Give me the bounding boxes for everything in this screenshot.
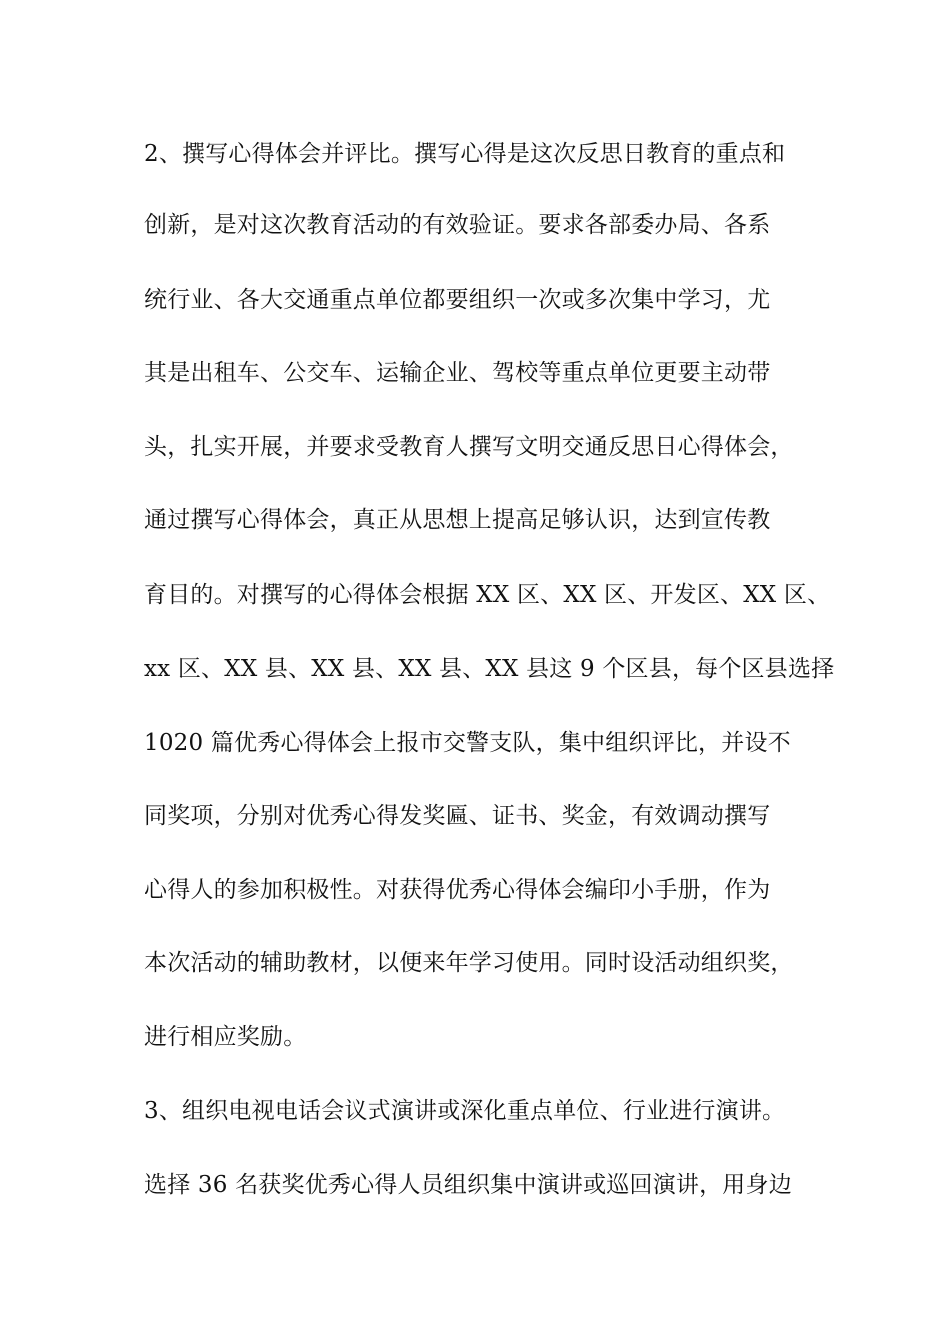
text-line: 选择 36 名获奖优秀心得人员组织集中演讲或巡回演讲，用身边: [144, 1172, 792, 1198]
text-line: 其是出租车、公交车、运输企业、驾校等重点单位更要主动带: [144, 360, 771, 386]
text-line: 育目的。对撰写的心得体会根据 XX 区、XX 区、开发区、XX 区、: [144, 582, 831, 608]
text-line: 创新，是对这次教育活动的有效验证。要求各部委办局、各系: [144, 212, 771, 238]
text-line: 进行相应奖励。: [144, 1024, 307, 1050]
text-line: 1020 篇优秀心得体会上报市交警支队，集中组织评比，并设不: [144, 730, 791, 756]
text-line: 2、撰写心得体会并评比。撰写心得是这次反思日教育的重点和: [144, 141, 786, 167]
text-line: 同奖项，分别对优秀心得发奖匾、证书、奖金，有效调动撰写: [144, 803, 771, 829]
text-line: 头，扎实开展，并要求受教育人撰写文明交通反思日心得体会，: [144, 434, 794, 460]
text-line: 心得人的参加积极性。对获得优秀心得体会编印小手册，作为: [144, 877, 771, 903]
text-line: xx 区、XX 县、XX 县、XX 县、XX 县这 9 个区县，每个区县选择: [144, 656, 835, 682]
text-line: 通过撰写心得体会，真正从思想上提高足够认识，达到宣传教: [144, 507, 771, 533]
text-line: 本次活动的辅助教材，以便来年学习使用。同时设活动组织奖，: [144, 950, 794, 976]
text-line: 3、组织电视电话会议式演讲或深化重点单位、行业进行演讲。: [144, 1098, 786, 1124]
text-line: 统行业、各大交通重点单位都要组织一次或多次集中学习，尤: [144, 287, 771, 313]
